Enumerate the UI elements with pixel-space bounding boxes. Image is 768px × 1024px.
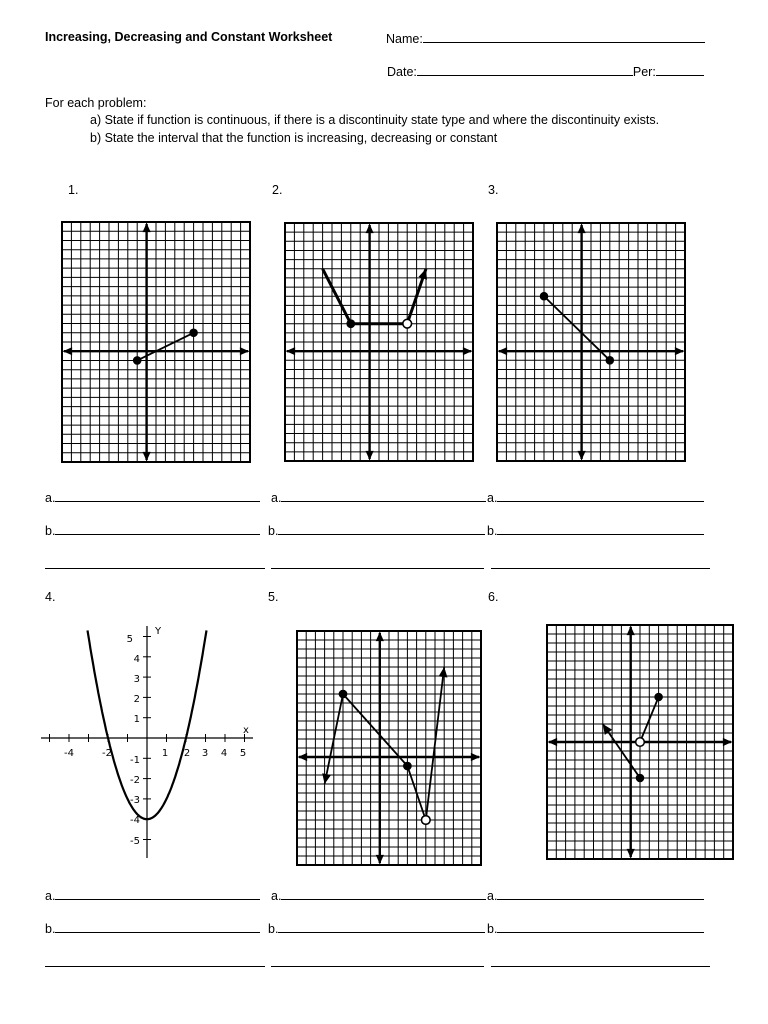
open-point xyxy=(636,738,645,747)
answer-label-b: b. xyxy=(268,922,279,936)
y-tick-2: 2 xyxy=(133,694,140,705)
date-input-line[interactable] xyxy=(417,64,633,76)
problem-6-number: 6. xyxy=(488,590,499,604)
y-tick-neg2: -2 xyxy=(130,775,140,786)
y-tick-1: 1 xyxy=(133,714,140,725)
answer-5a[interactable] xyxy=(271,888,486,903)
answer-label-b: b. xyxy=(45,922,56,936)
answer-label-a: a. xyxy=(271,491,282,505)
answer-1b-line[interactable] xyxy=(55,523,260,535)
open-point xyxy=(403,319,412,328)
answer-1a[interactable] xyxy=(45,490,260,505)
graph-1 xyxy=(62,222,252,464)
answer-5b-line[interactable] xyxy=(278,921,485,933)
answer-4b[interactable] xyxy=(45,921,260,936)
answer-label-b: b. xyxy=(487,922,498,936)
graph-4-axes xyxy=(41,626,253,858)
per-input-line[interactable] xyxy=(656,64,704,76)
answer-5b[interactable] xyxy=(268,921,485,936)
answer-2b[interactable] xyxy=(268,523,485,538)
name-field[interactable] xyxy=(386,31,705,46)
open-point xyxy=(422,816,431,825)
graph-2 xyxy=(285,223,475,463)
closed-point xyxy=(403,762,412,771)
answer-4a[interactable] xyxy=(45,888,260,903)
x-tick-1: 1 xyxy=(161,748,169,759)
answer-label-b: b. xyxy=(45,524,56,538)
x-tick-3: 3 xyxy=(201,748,209,759)
closed-point xyxy=(133,356,142,365)
y-tick-neg5: -5 xyxy=(130,836,140,847)
answer-label-a: a. xyxy=(487,889,498,903)
instructions-intro: For each problem: xyxy=(45,96,147,110)
answer-3a-line[interactable] xyxy=(497,490,704,502)
answer-2-extra-line[interactable] xyxy=(271,568,484,569)
date-label: Date: xyxy=(387,65,417,79)
answer-5-extra-line[interactable] xyxy=(271,966,484,967)
answer-3b[interactable] xyxy=(487,523,704,538)
answer-2b-line[interactable] xyxy=(278,523,485,535)
y-tick-neg1: -1 xyxy=(130,755,140,766)
graph-3 xyxy=(497,223,687,463)
answer-label-a: a. xyxy=(45,889,56,903)
x-axis-label: x xyxy=(243,725,249,736)
worksheet-title: Increasing, Decreasing and Constant Worksheet xyxy=(45,30,333,44)
problem-4-number: 4. xyxy=(45,590,56,604)
answer-label-a: a. xyxy=(271,889,282,903)
answer-5a-line[interactable] xyxy=(281,888,486,900)
answer-1b[interactable] xyxy=(45,523,260,538)
closed-point xyxy=(540,292,549,301)
instruction-b: b) State the interval that the function is increasing, decreasing or constant xyxy=(90,131,498,145)
answer-label-b: b. xyxy=(268,524,279,538)
answer-6b-line[interactable] xyxy=(497,921,704,933)
answer-label-a: a. xyxy=(487,491,498,505)
answer-2a[interactable] xyxy=(271,490,486,505)
y-tick-neg4: -4 xyxy=(130,815,140,826)
answer-6a[interactable] xyxy=(487,888,704,903)
closed-point xyxy=(636,774,645,783)
y-tick-neg3: -3 xyxy=(130,795,140,806)
graph-6 xyxy=(547,625,735,861)
x-tick-neg2: -2 xyxy=(102,748,112,759)
problem-2-number: 2. xyxy=(272,183,283,197)
answer-label-b: b. xyxy=(487,524,498,538)
x-tick-4: 4 xyxy=(220,748,228,759)
answer-3b-line[interactable] xyxy=(497,523,704,535)
answer-3-extra-line[interactable] xyxy=(491,568,710,569)
x-tick-neg4: -4 xyxy=(64,748,74,759)
y-tick-4: 4 xyxy=(133,654,140,665)
answer-6b[interactable] xyxy=(487,921,704,936)
per-label: Per: xyxy=(632,65,656,79)
answer-4b-line[interactable] xyxy=(55,921,260,933)
answer-4-extra-line[interactable] xyxy=(45,966,265,967)
y-axis-label: Y xyxy=(155,626,162,637)
answer-2a-line[interactable] xyxy=(281,490,486,502)
closed-point xyxy=(654,693,663,702)
y-tick-5: 5 xyxy=(126,634,133,645)
problem-3-number: 3. xyxy=(488,183,499,197)
instruction-a: a) State if function is continuous, if there is a discontinuity state type and where the discontinuity exists. xyxy=(90,113,660,127)
graph-4-parabola xyxy=(35,618,260,863)
closed-point xyxy=(347,319,356,328)
closed-point xyxy=(189,328,198,337)
y-tick-3: 3 xyxy=(133,674,140,685)
answer-1-extra-line[interactable] xyxy=(45,568,265,569)
answer-label-a: a. xyxy=(45,491,56,505)
answer-3a[interactable] xyxy=(487,490,704,505)
date-per-field[interactable] xyxy=(387,64,704,79)
answer-1a-line[interactable] xyxy=(55,490,260,502)
closed-point xyxy=(339,690,348,699)
problem-5-number: 5. xyxy=(268,590,279,604)
answer-6a-line[interactable] xyxy=(497,888,704,900)
name-label: Name: xyxy=(386,32,423,46)
x-tick-5: 5 xyxy=(239,748,247,759)
problem-1-number: 1. xyxy=(68,183,79,197)
closed-point xyxy=(606,356,615,365)
name-input-line[interactable] xyxy=(423,31,705,43)
graph-5 xyxy=(297,631,483,867)
answer-4a-line[interactable] xyxy=(55,888,260,900)
x-tick-2: 2 xyxy=(183,748,191,759)
answer-6-extra-line[interactable] xyxy=(491,966,710,967)
